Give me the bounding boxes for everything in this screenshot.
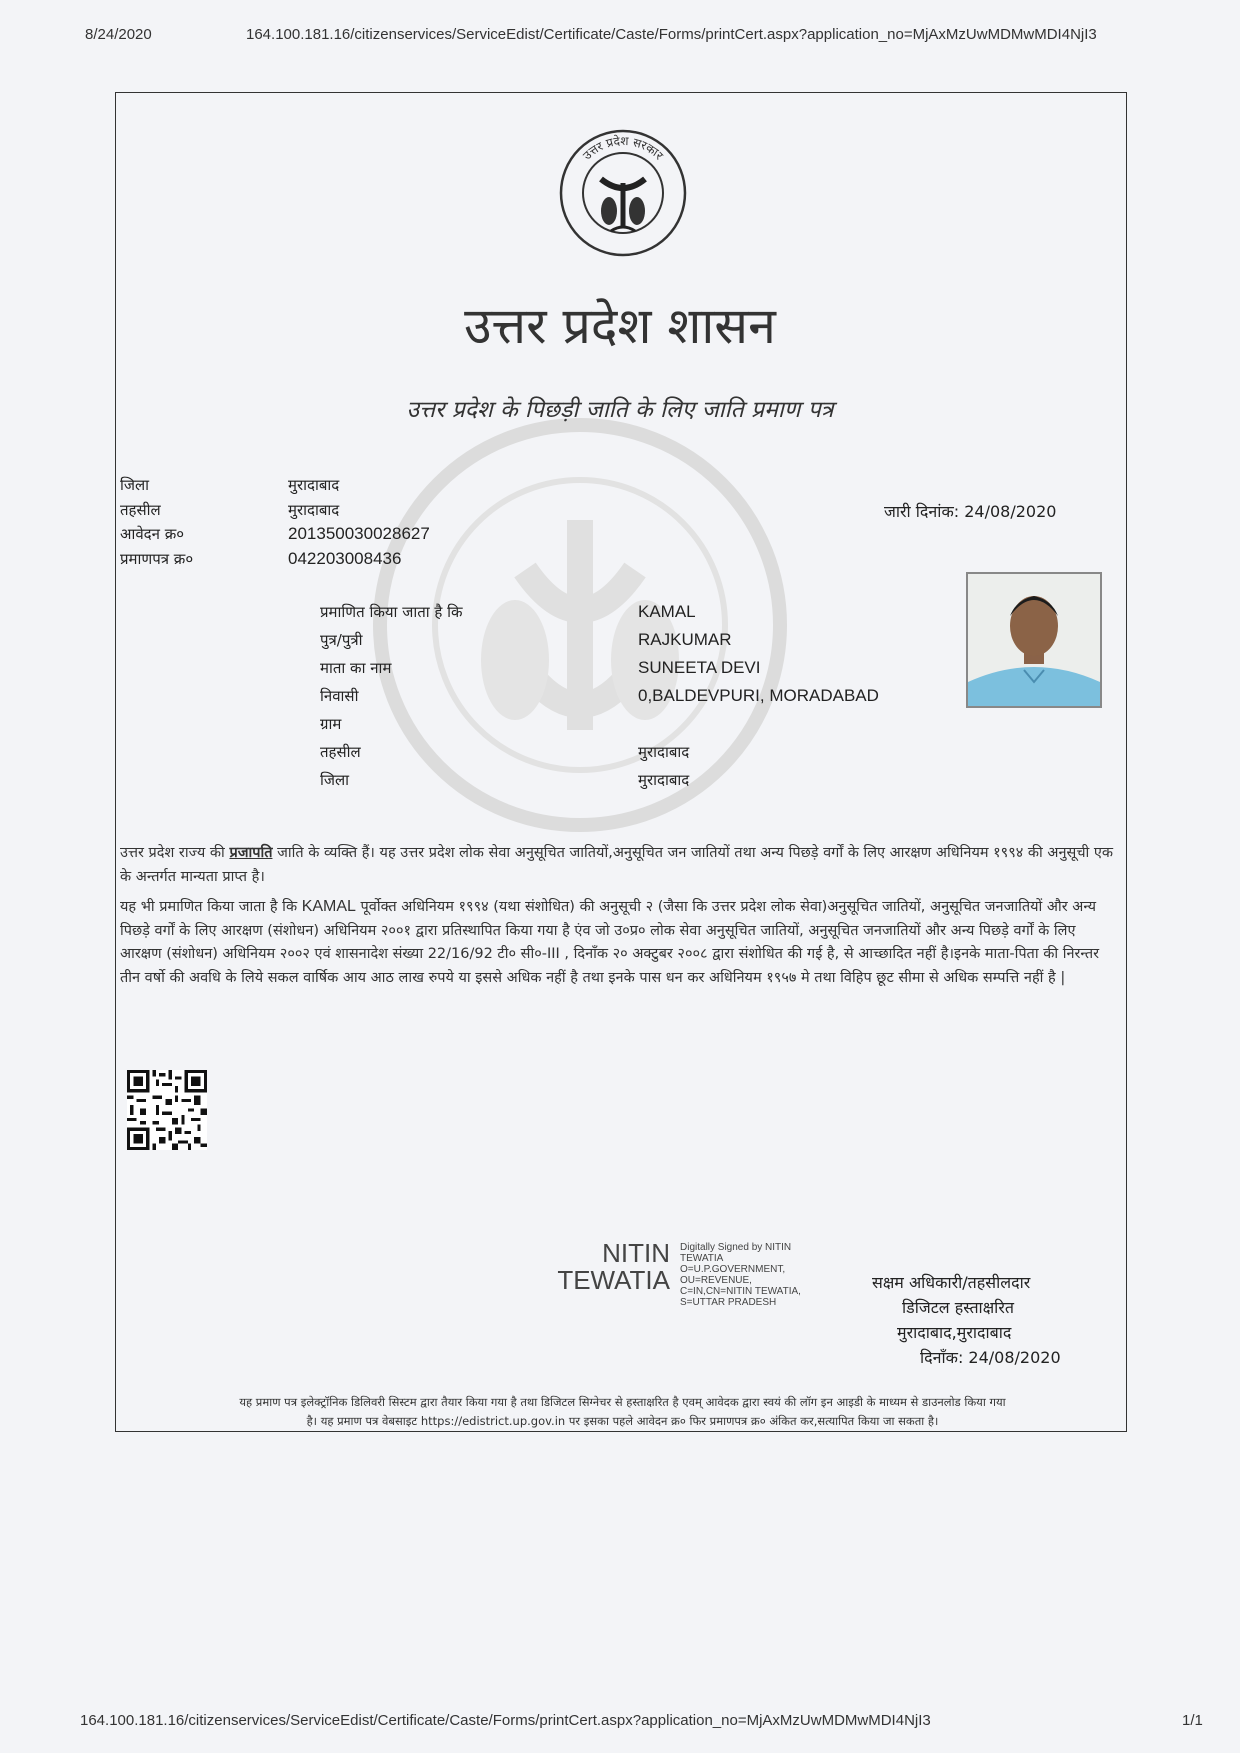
- certificate-title: उत्तर प्रदेश शासन: [464, 297, 776, 355]
- caste-name: प्रजापति: [229, 845, 273, 861]
- detail-value-residence: 0,BALDEVPURI, MORADABAD: [638, 686, 879, 705]
- detail-label: ग्राम: [320, 715, 342, 733]
- district-value: मुरादाबाद: [288, 476, 340, 494]
- application-number: 201350030028627: [288, 524, 430, 543]
- page-number: 1/1: [1182, 1712, 1203, 1729]
- tehsil-label: तहसील: [120, 501, 161, 519]
- detail-label: माता का नाम: [320, 659, 392, 677]
- detail-value-tehsil: मुरादाबाद: [638, 743, 690, 761]
- detail-value-mother: SUNEETA DEVI: [638, 658, 761, 677]
- detail-value-name: KAMAL: [638, 602, 696, 621]
- district-label: जिला: [120, 476, 150, 494]
- detail-value-district: मुरादाबाद: [638, 771, 690, 789]
- up-government-emblem-icon: [557, 127, 689, 259]
- certificate-number: 042203008436: [288, 549, 402, 568]
- print-url[interactable]: 164.100.181.16/citizenservices/ServiceEdist/Certificate/Caste/Forms/printCert.aspx?application_no=MjAxMzUwMDMwMDI4NjI3: [246, 26, 1097, 43]
- signer-name: NITIN TEWATIA: [557, 1238, 670, 1295]
- watermark-emblem-icon: [355, 400, 805, 850]
- certificate-paragraph-2: यह भी प्रमाणित किया जाता है कि KAMAL पूर्वोक्त अधिनियम १९९४ (यथा संशोधित) की अनुसूची २ (जैसा कि उत्तर प्रदेश लोक सेवा)अनुसूचित जातियों, अनुसूचित जनजातियों और अन्य पिछड़े वर्गों के लिए आरक्षण (संशोधन) अधिनियम २००१ द्वारा प्रतिस्थापित किया गया है एंव जो उ०प्र० लोक सेवा अनुसूचित जातियों, अनुसूचित जनजातियों और अन्य पिछड़े वर्गों के लिए आरक्षण (संशोधन) अधिनियम २००२ एवं शासनादेश संख्या 22/16/92 टी० सी०-III , दिनाँक २० अक्टुबर २००८ द्वारा संशोधित की गई है, से आच्छादित नहीं है।इनके माता-पिता की निरन्तर तीन वर्षो की अवधि के लिये सकल वार्षिक आय आठ लाख रुपये या इससे अधिक नहीं है तथा इनके पास धन कर अधिनियम १९५७ मे तथा विहिप छूट सीमा से अधिक सम्पत्ति नहीं है |: [120, 898, 1100, 986]
- print-date: 8/24/2020: [85, 26, 152, 43]
- application-label: आवेदन क्र०: [120, 525, 185, 543]
- detail-label: निवासी: [320, 687, 359, 705]
- detail-label: जिला: [320, 771, 350, 789]
- authority-location: मुरादाबाद,मुरादाबाद: [897, 1323, 1012, 1342]
- print-footer-url[interactable]: 164.100.181.16/citizenservices/ServiceEdist/Certificate/Caste/Forms/printCert.aspx?application_no=MjAxMzUwMDMwMDI4NjI3: [80, 1712, 931, 1729]
- authority-title: सक्षम अधिकारी/तहसीलदार: [872, 1273, 1031, 1292]
- digitally-signed-label: डिजिटल हस्ताक्षरित: [902, 1298, 1014, 1317]
- tehsil-value: मुरादाबाद: [288, 501, 340, 519]
- digital-signature-details: Digitally Signed by NITIN TEWATIA O=U.P.GOVERNMENT, OU=REVENUE, C=IN,CN=NITIN TEWATIA, S=UTTAR PRADESH: [680, 1242, 801, 1308]
- detail-label: पुत्र/पुत्री: [320, 631, 363, 649]
- certificate-number-label: प्रमाणपत्र क्र०: [120, 550, 194, 568]
- qr-code-icon[interactable]: [127, 1070, 207, 1150]
- certificate-subtitle: उत्तर प्रदेश के पिछड़ी जाति के लिए जाति प्रमाण पत्र: [406, 397, 834, 423]
- detail-value-father: RAJKUMAR: [638, 630, 732, 649]
- applicant-photo: [966, 572, 1102, 708]
- verification-note: यह प्रमाण पत्र इलेक्ट्रॉनिक डिलिवरी सिस्टम द्वारा तैयार किया गया है तथा डिजिटल सिग्नेचर से हस्ताक्षरित है एवम् आवेदक द्वारा स्वयं की लॉग इन आइडी के माध्यम से डाउनलोड किया गया है। यह प्रमाण पत्र वेबसाइट https://edistrict.up.gov.in पर इसका पहले आवेदन क्र० फिर प्रमाणपत्र क्र० अंकित कर,सत्यापित किया जा सकता है।: [239, 1395, 1006, 1428]
- svg-text:उत्तर प्रदेश सरकार: उत्तर प्रदेश सरकार: [580, 133, 667, 163]
- authority-date: दिनाँक: 24/08/2020: [920, 1348, 1061, 1367]
- certificate-paragraph-1: उत्तर प्रदेश राज्य की प्रजापति जाति के व्यक्ति हैं। यह उत्तर प्रदेश लोक सेवा अनुसूचित जातियों,अनुसूचित जन जातियों तथा अन्य पिछड़े वर्गों के लिए आरक्षण अधिनियम १९९४ की अनुसूची एक के अन्तर्गत मान्यता प्राप्त है।: [120, 845, 1114, 885]
- issue-date: जारी दिनांक: 24/08/2020: [884, 502, 1057, 521]
- issuing-authority: [872, 1270, 1061, 1370]
- applicant-name-inline: KAMAL: [301, 898, 356, 915]
- detail-label: प्रमाणित किया जाता है कि: [320, 603, 463, 621]
- detail-label: तहसील: [320, 743, 361, 761]
